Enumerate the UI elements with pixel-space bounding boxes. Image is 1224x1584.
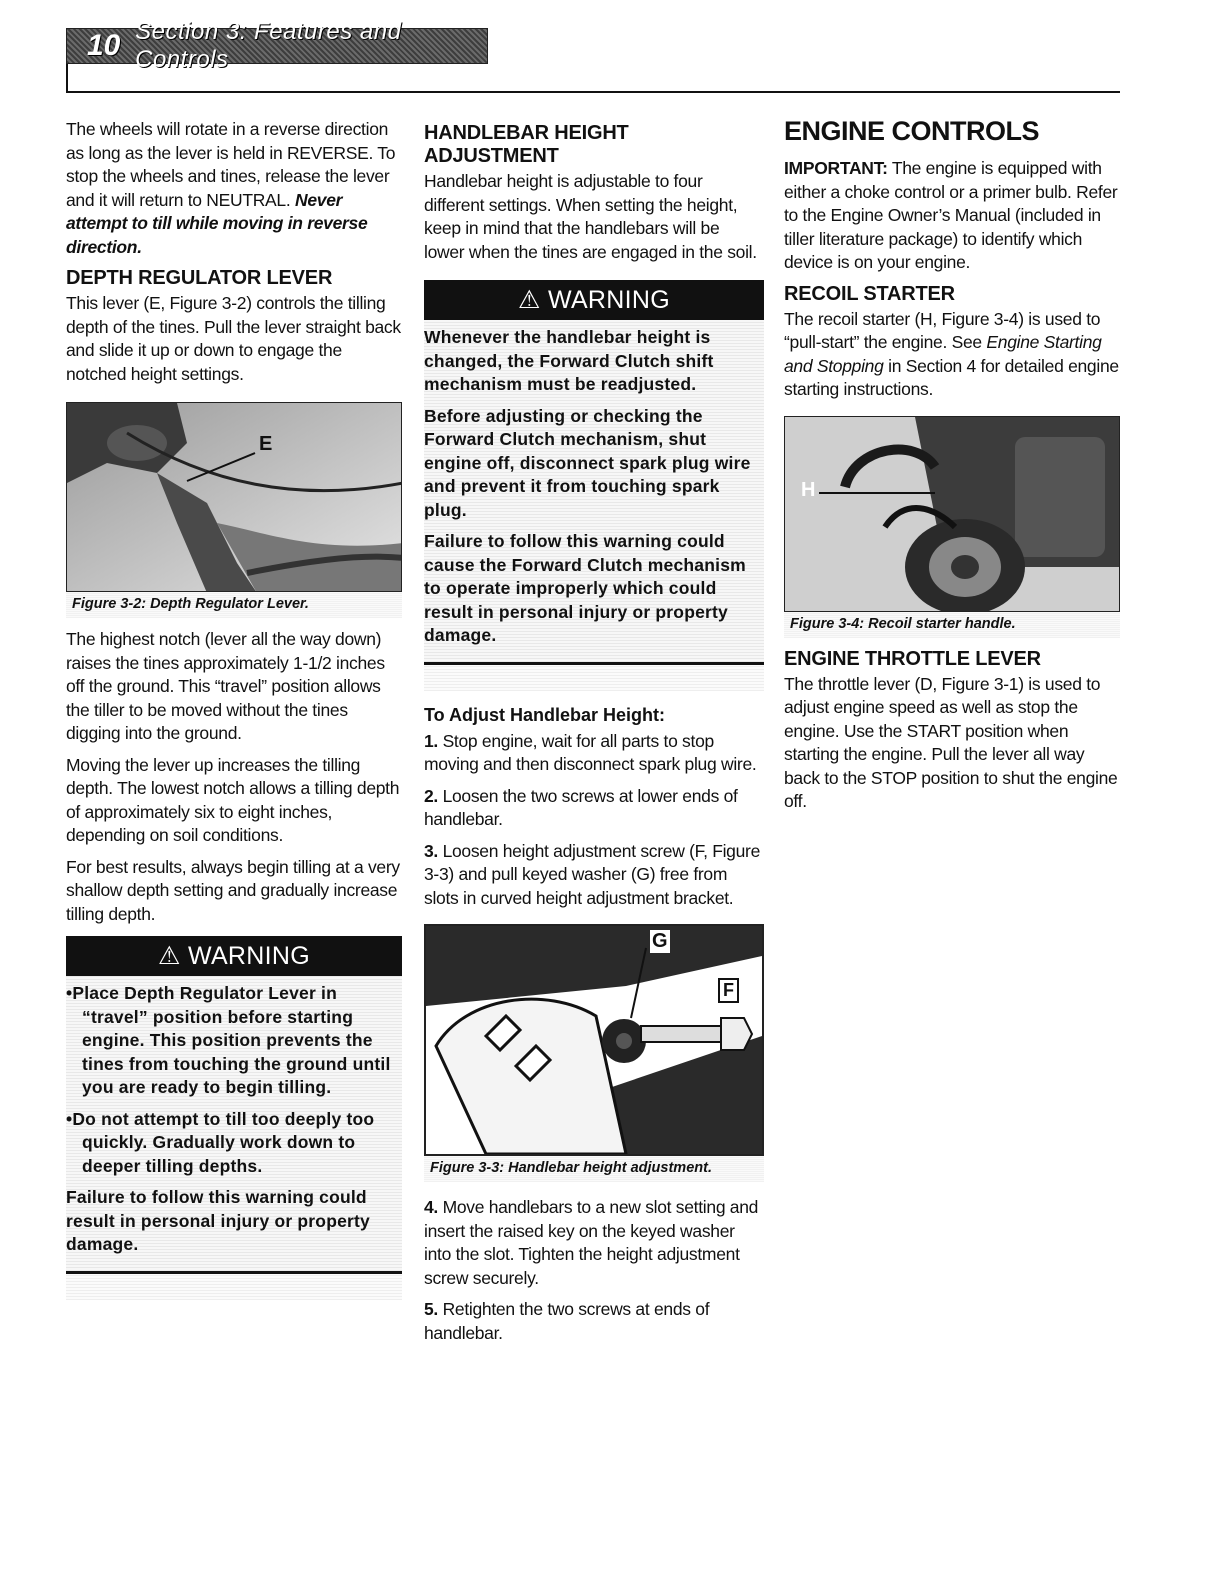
header-rule (66, 91, 1120, 93)
reverse-emphasis: Never attempt to till while moving in reverse direction. (66, 189, 368, 257)
recoil-text-b: in Section 4 for detailed engine starting instructions. (784, 355, 1119, 399)
moving-lever-text: Moving the lever up increases the tilling depth. The lowest notch allows a tilling depth of approximately six to eight inches, depending on soil conditions. (66, 754, 400, 845)
warning-failure: Failure to follow this warning could result in personal injury or property damage. (66, 1187, 370, 1254)
step-number: 1. (424, 730, 438, 751)
highest-notch-text: The highest notch (lever all the way down) raises the tines approximately 1-1/2 inches off the ground. This “travel” position allows the tiller to be moved without the tines digging into the ground. (66, 629, 385, 743)
figure-3-3-label-g: G (652, 930, 668, 952)
warning-banner (424, 280, 764, 320)
warning-banner (66, 936, 402, 976)
step-text: Loosen height adjustment screw (F, Figure 3-3) and pull keyed washer (G) free from slots in curved height adjustment bracket. (424, 840, 761, 908)
step-5 (424, 1298, 764, 1345)
step-number: 2. (424, 785, 438, 806)
warning-body (424, 320, 764, 665)
page-number: 10 (87, 29, 121, 62)
figure-3-3-label-f: F (718, 978, 739, 1003)
throttle-text: The throttle lever (D, Figure 3-1) is used to adjust engine speed as well as stop the engine. Use the START position when starting the engine. Pull the lever all way back to the STOP position to shut the engine off. (784, 673, 1118, 811)
step-1 (424, 730, 764, 777)
step-3 (424, 840, 764, 911)
engine-controls-heading: ENGINE CONTROLS (784, 116, 1040, 146)
warning-title: WARNING (187, 942, 310, 970)
column-left (66, 118, 402, 1314)
depth-regulator-heading: DEPTH REGULATOR LEVER (66, 267, 333, 289)
recoil-reference: Engine Starting and Stopping (784, 332, 1102, 376)
warning-bullet-travel: •Place Depth Regulator Lever in “travel” position before starting engine. This position prevents the tines from touching the ground until you are ready to begin tilling. (66, 983, 391, 1097)
handlebar-warning-box (424, 280, 764, 691)
step-text: Move handlebars to a new slot setting and insert the raised key on the keyed washer into the slot. Tighten the height adjustment screw securely. (424, 1197, 759, 1288)
recoil-text-a: The recoil starter (H, Figure 3-4) is used to “pull-start” the engine. See (784, 308, 1101, 352)
depth-regulator-photo (67, 403, 402, 592)
handlebar-heading: HANDLEBAR HEIGHT ADJUSTMENT (424, 122, 629, 167)
warning-tail (424, 665, 764, 691)
warning-triangle-icon: ⚠ (158, 942, 188, 970)
column-middle (424, 118, 764, 1353)
warning-failure: Failure to follow this warning could cause the Forward Clutch mechanism to operate improperly which could result in personal injury or property damage. (424, 531, 746, 645)
recoil-starter-heading: RECOIL STARTER (784, 282, 955, 305)
reverse-text: The wheels will rotate in a reverse direction as long as the lever is held in REVERSE. To stop the wheels and tines, release the lever and it will return to NEUTRAL. (66, 119, 396, 210)
depth-regulator-text: This lever (E, Figure 3-2) controls the tilling depth of the tines. Pull the lever straight back and slide it up or down to engage the notched height settings. (66, 293, 401, 384)
warning-tail (66, 1274, 402, 1300)
figure-3-2 (66, 402, 402, 592)
step-number: 4. (424, 1197, 438, 1217)
recoil-starter-text (784, 308, 1120, 402)
important-label: IMPORTANT: (784, 158, 888, 178)
column-right (784, 118, 1120, 822)
figure-3-4-caption: Figure 3-4: Recoil starter handle. (784, 612, 1120, 638)
warning-body (66, 976, 402, 1274)
reverse-paragraph (66, 118, 402, 259)
figure-3-2-caption: Figure 3-2: Depth Regulator Lever. (66, 592, 402, 618)
warning-before-adjusting: Before adjusting or checking the Forward Clutch mechanism, shut engine off, disconnect spark plug wire and prevent it from touching spark plug. (424, 405, 751, 520)
handlebar-bracket-illustration (426, 926, 762, 1154)
recoil-starter-photo (785, 417, 1120, 612)
warning-title: WARNING (547, 286, 670, 314)
section-header-bar (66, 18, 488, 73)
best-results-text: For best results, always begin tilling at a very shallow depth setting and gradually increase tilling depth. (66, 856, 400, 924)
step-2 (424, 785, 764, 832)
step-text: Loosen the two screws at lower ends of handlebar. (424, 785, 738, 829)
header-tick (66, 64, 68, 92)
figure-3-4 (784, 416, 1120, 612)
figure-3-3-caption: Figure 3-3: Handlebar height adjustment. (424, 1156, 764, 1182)
step-4 (424, 1196, 764, 1290)
step-text: Stop engine, wait for all parts to stop moving and then disconnect spark plug wire. (424, 730, 757, 774)
warning-bullet-depth: •Do not attempt to till too deeply too quickly. Gradually work down to deeper tilling depths. (66, 1108, 375, 1176)
depth-warning-box (66, 936, 402, 1300)
figure-3-4-label-h: H (801, 478, 816, 501)
step-text: Retighten the two screws at ends of handlebar. (424, 1299, 710, 1343)
section-title: Section 3: Features and Controls (135, 18, 402, 73)
handlebar-intro: Handlebar height is adjustable to four different settings. When setting the height, keep in mind that the handlebars will be lower when the tines are engaged in the soil. (424, 171, 757, 262)
figure-3-2-label-e: E (259, 433, 273, 455)
warning-readjust: Whenever the handlebar height is changed, the Forward Clutch shift mechanism must be readjusted. (424, 327, 714, 394)
adjust-subheading: To Adjust Handlebar Height: (424, 704, 665, 725)
important-text: The engine is equipped with either a choke control or a primer bulb. Refer to the Engine Owner’s Manual (included in tiller literature package) to identify which device is on your engine. (784, 158, 1118, 272)
important-paragraph (784, 157, 1120, 275)
warning-triangle-icon: ⚠ (518, 286, 548, 314)
step-number: 5. (424, 1299, 438, 1319)
figure-3-3 (424, 924, 764, 1156)
throttle-heading: ENGINE THROTTLE LEVER (784, 647, 1041, 670)
step-number: 3. (424, 840, 438, 861)
